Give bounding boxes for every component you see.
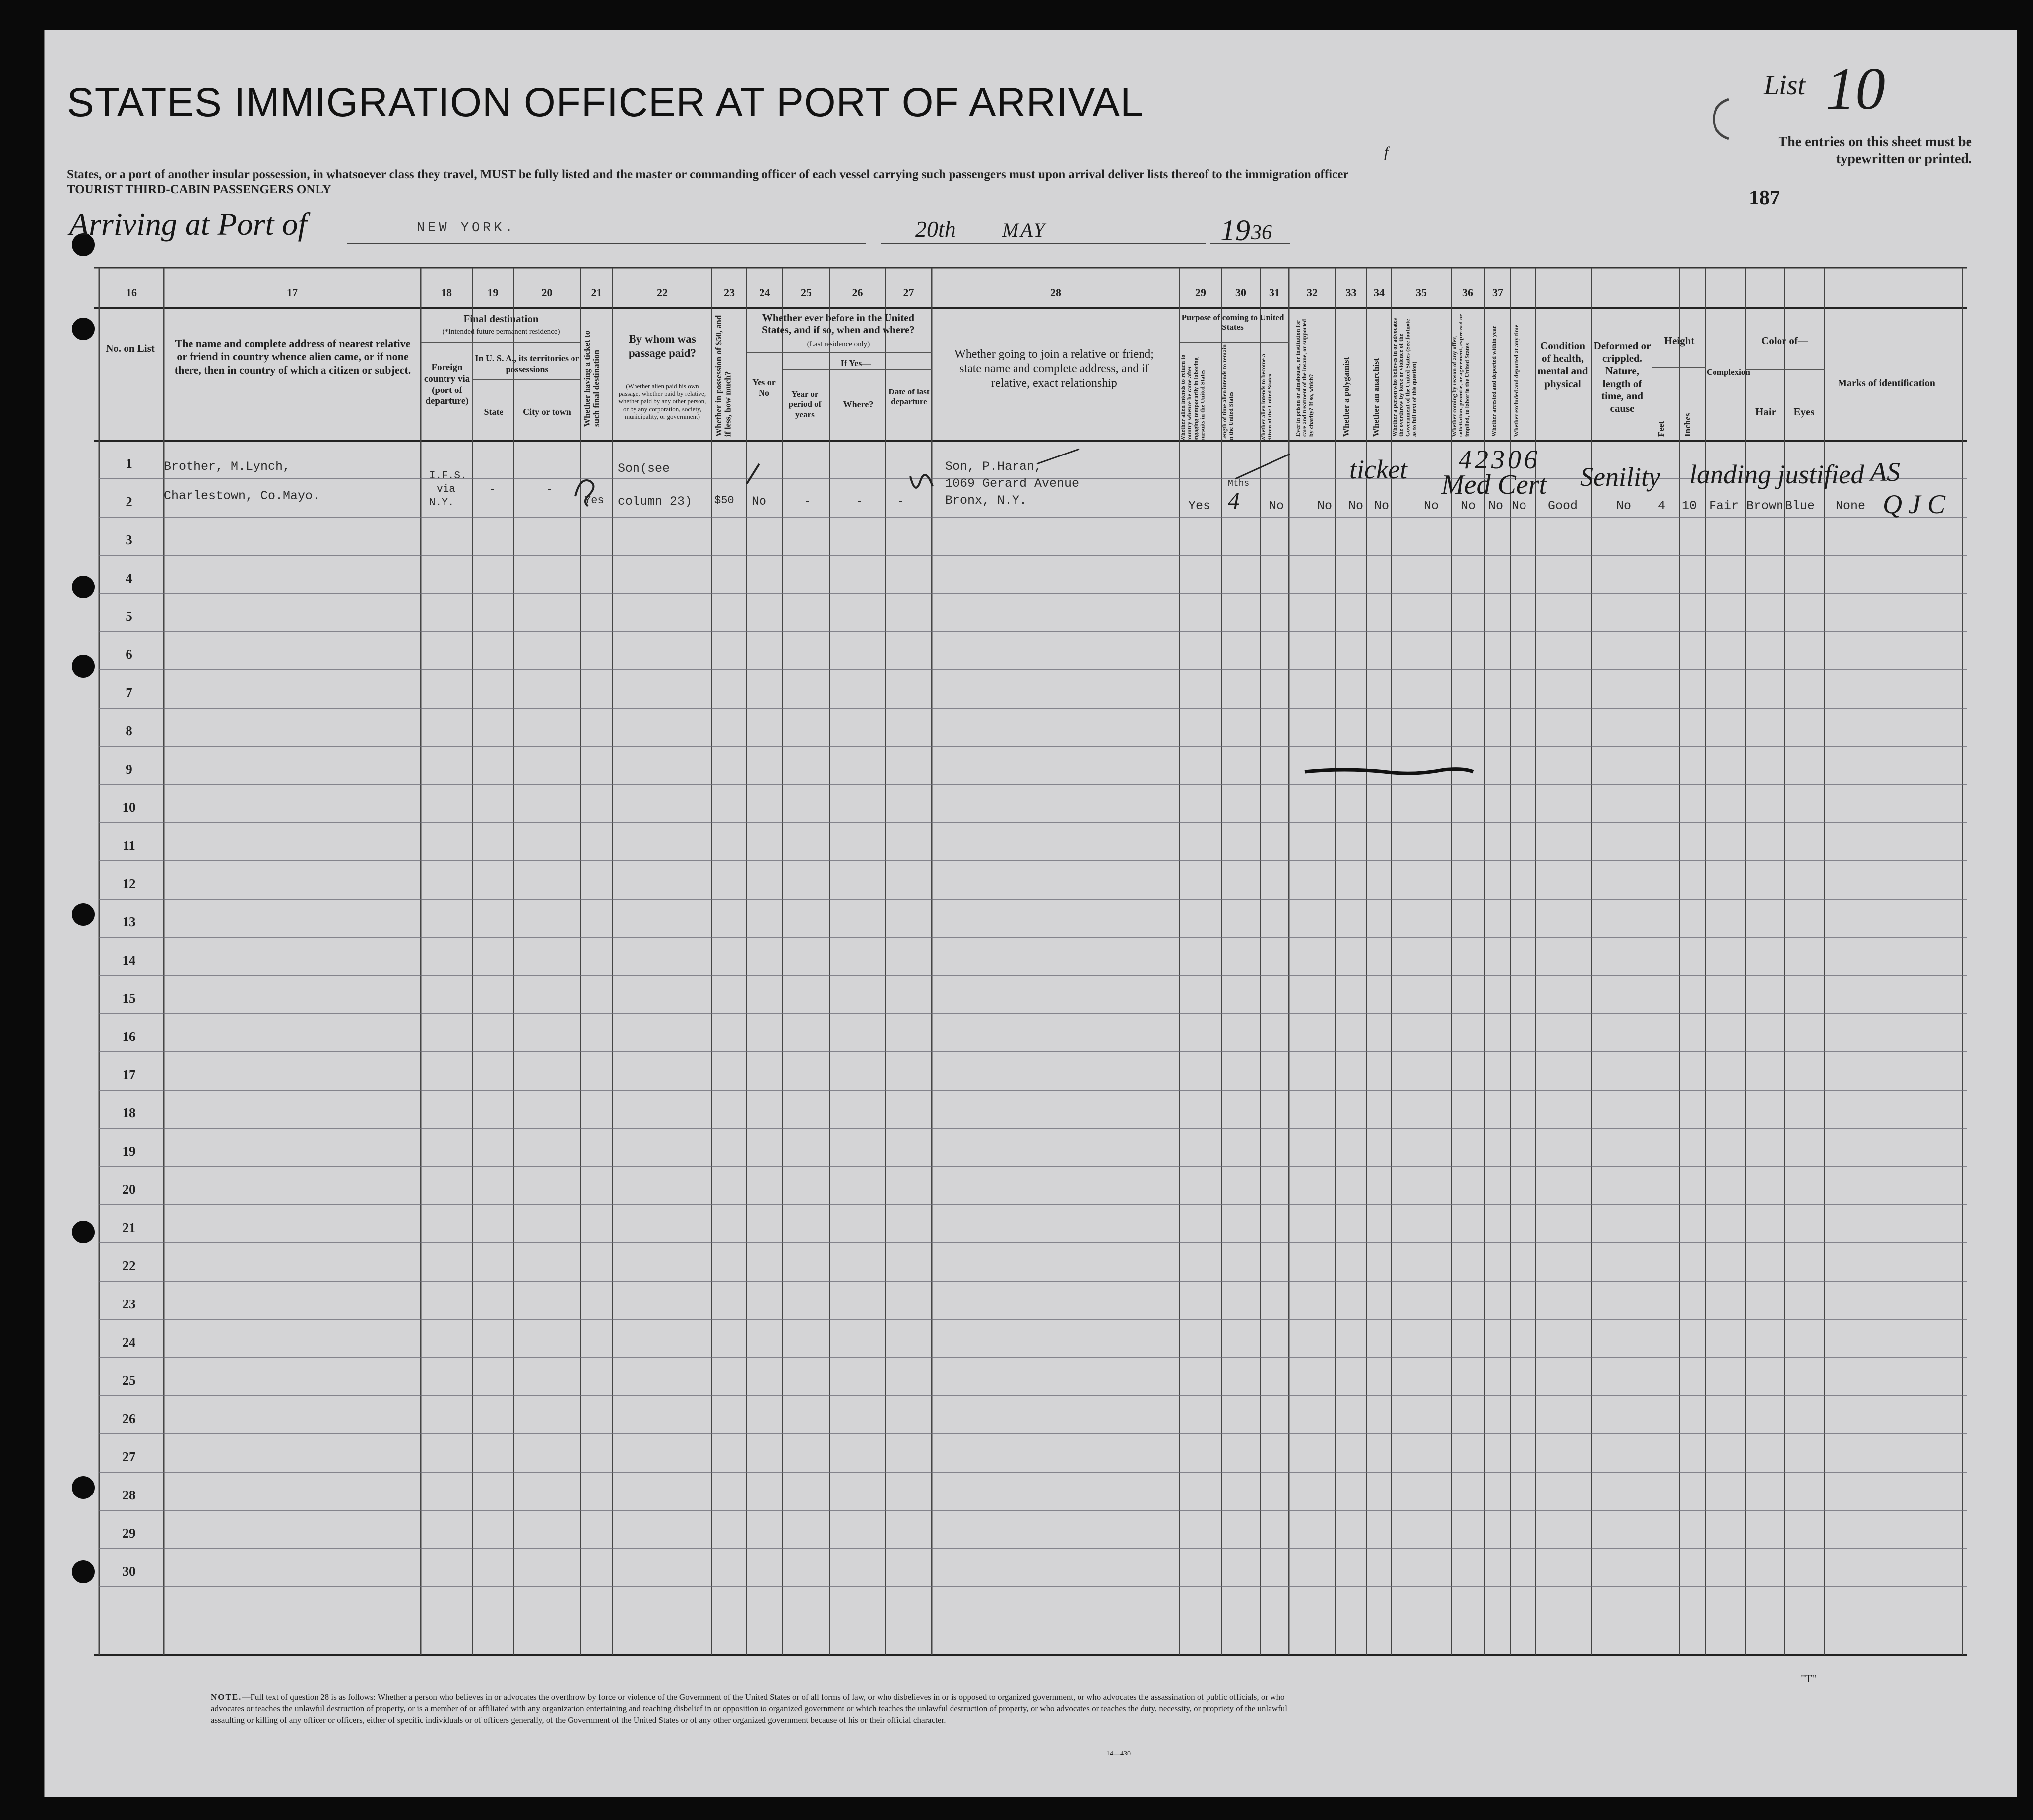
header-feet: Feet bbox=[1656, 421, 1666, 437]
health-value: Good bbox=[1548, 499, 1578, 513]
row-number: 29 bbox=[122, 1526, 136, 1541]
header-nearest-relative: The name and complete address of nearest relative or friend in country whence alien came, or if none there, then in country of which a citizen or subject. bbox=[174, 337, 411, 376]
header-passage-note: (Whether alien paid his own passage, whether paid by relative, whether paid by any other person, or by any corporation, society, municipality, or government) bbox=[618, 382, 706, 421]
stray-mark: f bbox=[1384, 144, 1389, 160]
header-health: Condition of health, mental and physical bbox=[1537, 340, 1588, 390]
column-number: 24 bbox=[759, 286, 770, 299]
passage-line1: Son(see bbox=[618, 461, 670, 476]
header-ever-before-note: (Last residence only) bbox=[807, 340, 870, 348]
anarchist-value: No bbox=[1374, 499, 1390, 513]
row-number: 24 bbox=[122, 1335, 136, 1350]
date-day: 20th bbox=[915, 216, 956, 242]
header-arrested-deported: Whether arrested and deported within year bbox=[1490, 325, 1497, 437]
port-value: NEW YORK. bbox=[417, 221, 516, 236]
foreign-port-value: N.Y. bbox=[429, 497, 454, 509]
hair-value: Brown bbox=[1746, 499, 1784, 513]
city-value: - bbox=[546, 482, 554, 497]
header-city: City or town bbox=[523, 407, 571, 417]
year-suffix: 36 bbox=[1251, 221, 1272, 244]
header-join-relative: Whether going to join a relative or friend; state name and complete address, and if relative, exact relationship bbox=[954, 348, 1154, 390]
header-excluded-deported: Whether excluded and deported at any time bbox=[1513, 325, 1520, 437]
sheet-reference: 187 bbox=[1749, 187, 1780, 209]
excluded-value: No bbox=[1512, 499, 1527, 513]
row-number: 25 bbox=[122, 1373, 136, 1388]
row-number: 20 bbox=[122, 1182, 136, 1197]
list-number: 10 bbox=[1826, 56, 1885, 122]
header-marks: Marks of identification bbox=[1838, 378, 1935, 389]
row-number: 12 bbox=[122, 876, 136, 891]
header-year-period: Year or period of years bbox=[788, 390, 822, 419]
header-fifty-dollars: Whether in possession of $50, and if less, how much? bbox=[714, 315, 733, 437]
prison-value: No bbox=[1317, 499, 1333, 513]
column-number: 34 bbox=[1374, 286, 1385, 299]
handwritten-ticket: ticket bbox=[1349, 455, 1407, 484]
row-number: 19 bbox=[122, 1144, 136, 1159]
column-number: 31 bbox=[1269, 286, 1280, 299]
column-number: 27 bbox=[903, 286, 914, 299]
header-polygamist: Whether a polygamist bbox=[1341, 357, 1351, 437]
column-number: 23 bbox=[724, 286, 735, 299]
ticket-value: Yes bbox=[584, 494, 604, 507]
header-passage-paid: By whom was passage paid? bbox=[628, 333, 697, 359]
ever-before-value: No bbox=[752, 494, 767, 509]
footnote bbox=[211, 1692, 1287, 1726]
marks-value: None bbox=[1836, 499, 1866, 513]
row-number: 21 bbox=[122, 1220, 136, 1235]
row-number: 3 bbox=[126, 532, 132, 547]
handwritten-landing: landing justified bbox=[1689, 459, 1864, 489]
column-number: 37 bbox=[1492, 286, 1503, 299]
row-number: 26 bbox=[122, 1411, 136, 1426]
handwritten-senility: Senility bbox=[1580, 462, 1660, 492]
date-value: - bbox=[897, 494, 905, 509]
header-complexion: Complexion bbox=[1707, 367, 1750, 377]
header-final-destination: Final destination bbox=[463, 313, 539, 325]
form-intro-line: States, or a port of another insular possession, in whatsoever class they travel, MUST be fully listed and the master or commanding officer of each vessel carrying such passengers must upon arrival deliver lists thereof to the immigration officer bbox=[67, 168, 1349, 181]
header-eyes: Eyes bbox=[1793, 406, 1815, 418]
handwritten-initials-2: Q J C bbox=[1883, 489, 1945, 519]
handwritten-med-cert: Med Cert bbox=[1441, 469, 1547, 500]
year-value: - bbox=[804, 494, 812, 509]
header-where: Where? bbox=[843, 399, 874, 409]
polygamist-value: No bbox=[1348, 499, 1364, 513]
header-overthrow: Whether a person who believes in or advocates the overthrow by force or violence of the Government of the United States (See footnote as to full text of this question) bbox=[1391, 318, 1418, 437]
typewritten-instruction: The entries on this sheet must be typewritten or printed. bbox=[1778, 134, 1972, 167]
foreign-via-value: via bbox=[437, 484, 455, 495]
passage-line2: column 23) bbox=[618, 494, 693, 509]
header-in-usa: In U. S. A., its territories or possessions bbox=[475, 353, 579, 374]
header-purpose: Purpose of coming to United States bbox=[1181, 313, 1284, 332]
offer-labor-value: No bbox=[1461, 499, 1476, 513]
handwritten-initials: AS bbox=[1870, 457, 1900, 487]
column-number: 32 bbox=[1307, 286, 1318, 299]
page-mark: "T" bbox=[1801, 1672, 1817, 1685]
citizen-value: No bbox=[1269, 499, 1284, 513]
header-final-destination-note: (*Intended future permanent residence) bbox=[442, 328, 560, 336]
header-ever-before: Whether ever before in the United States, and if so, when and where? bbox=[762, 312, 915, 336]
row-number: 30 bbox=[122, 1564, 136, 1579]
length-value: 4 bbox=[1228, 488, 1240, 514]
header-list-number: No. on List bbox=[106, 342, 155, 354]
row-number: 15 bbox=[122, 991, 136, 1006]
joining-street: 1069 Gerard Avenue bbox=[945, 476, 1080, 491]
row-number: 28 bbox=[122, 1488, 136, 1502]
header-ticket: Whether having a ticket to such final destination bbox=[582, 330, 601, 427]
column-number: 17 bbox=[287, 286, 298, 299]
header-if-yes: If Yes— bbox=[840, 358, 871, 368]
header-deformed: Deformed or crippled. Nature, length of time, and cause bbox=[1593, 340, 1651, 414]
column-number: 26 bbox=[852, 286, 863, 299]
arriving-label: Arriving at Port of bbox=[69, 206, 307, 242]
row-number: 22 bbox=[122, 1258, 136, 1273]
row-number: 6 bbox=[126, 647, 132, 662]
column-number: 22 bbox=[657, 286, 668, 299]
column-number: 25 bbox=[801, 286, 812, 299]
header-yes-or-no: Yes or No bbox=[752, 377, 776, 398]
footnote-text: —Full text of question 28 is as follows: Whether a person who believes in or advocates the overthrow by force or violence of the Government of the United States or of all forms of law, or who disbelieves in or is opposed to organized government, or who advocates the assassination of public officials, or who advocates or teaches the unlawful destruction of property, or is a member of or affiliated with any organization entertaining and teaching disbelief in or opposition to organized government or which teaches the unlawful destruction of property, or who advocates or teaches the duty, necessity, or propriety of the unlawful assaulting or killing of any officer or officers, either of specific individuals or of officers generally, of the Government of the United States or of any other organized government because of his or their official character. bbox=[211, 1692, 1287, 1725]
column-number: 29 bbox=[1195, 286, 1206, 299]
row-number: 14 bbox=[122, 953, 136, 968]
joining-name: Son, P.Haran, bbox=[945, 459, 1042, 474]
row-number: 27 bbox=[122, 1449, 136, 1464]
column-number: 19 bbox=[487, 286, 499, 299]
row-number: 5 bbox=[126, 609, 132, 624]
feet-value: 4 bbox=[1658, 499, 1666, 513]
form-title: STATES IMMIGRATION OFFICER AT PORT OF ARRIVAL bbox=[67, 80, 1144, 125]
row-number: 18 bbox=[122, 1105, 136, 1120]
header-state: State bbox=[484, 407, 504, 417]
row-number: 4 bbox=[126, 571, 132, 585]
relative-name: Brother, M.Lynch, bbox=[164, 459, 291, 474]
foreign-country-value: I.F.S. bbox=[429, 470, 467, 482]
eyes-value: Blue bbox=[1785, 499, 1815, 513]
column-number: 30 bbox=[1235, 286, 1246, 299]
header-offer-labor: Whether coming by reason of any offer, solicitation, promise, or agreement, expressed or implied, to labor in the United States bbox=[1451, 314, 1471, 437]
header-color: Color of— bbox=[1761, 335, 1808, 347]
row-number: 9 bbox=[126, 762, 132, 777]
column-number: 33 bbox=[1345, 286, 1357, 299]
header-height: Height bbox=[1664, 335, 1695, 347]
column-number: 36 bbox=[1462, 286, 1473, 299]
arrested-value: No bbox=[1488, 499, 1504, 513]
length-unit: Mths bbox=[1228, 479, 1250, 489]
form-code: 14—430 bbox=[1106, 1750, 1131, 1757]
inches-value: 10 bbox=[1682, 499, 1697, 513]
row-number: 10 bbox=[122, 800, 136, 815]
handwritten-number: 42306 bbox=[1459, 445, 1540, 474]
form-class-line: TOURIST THIRD-CABIN PASSENGERS ONLY bbox=[67, 183, 331, 196]
column-number: 16 bbox=[126, 286, 137, 299]
year-prefix: 19 bbox=[1220, 214, 1250, 247]
row-number: 7 bbox=[126, 685, 132, 700]
row-number: 11 bbox=[123, 838, 135, 853]
deformed-value: No bbox=[1616, 499, 1632, 513]
footnote-title: NOTE. bbox=[211, 1692, 242, 1702]
header-prison-almshouse: Ever in prison or almshouse, or institution for care and treatment of the insane, or supported by charity? If so, which? bbox=[1294, 319, 1315, 437]
row-number: 23 bbox=[122, 1297, 136, 1311]
header-become-citizen: Whether alien intends to become a citizen of the United States bbox=[1260, 354, 1273, 442]
return-intent-value: Yes bbox=[1188, 499, 1211, 513]
header-date-departure: Date of last departure bbox=[889, 387, 930, 407]
column-number: 21 bbox=[591, 286, 602, 299]
complexion-value: Fair bbox=[1709, 499, 1739, 513]
column-number: 18 bbox=[441, 286, 452, 299]
header-intends-return: Whether alien intends to return to country whence he came after engaging temporarily in laboring pursuits in the United States bbox=[1179, 354, 1206, 442]
header-inches: Inches bbox=[1683, 413, 1692, 437]
list-label: List bbox=[1764, 70, 1806, 101]
row-number: 2 bbox=[126, 494, 132, 509]
row-number: 8 bbox=[126, 723, 132, 738]
row-number: 17 bbox=[122, 1067, 136, 1082]
state-value: - bbox=[489, 482, 497, 497]
header-length-of-stay: Length of time alien intends to remain in the United States bbox=[1221, 344, 1235, 442]
row-number: 1 bbox=[126, 456, 132, 471]
row-number: 16 bbox=[122, 1029, 136, 1044]
where-value: - bbox=[856, 494, 864, 509]
date-month: MAY bbox=[1002, 219, 1047, 241]
overthrow-value: No bbox=[1424, 499, 1439, 513]
header-hair: Hair bbox=[1755, 406, 1776, 418]
row-number: 13 bbox=[122, 914, 136, 929]
header-anarchist: Whether an anarchist bbox=[1371, 358, 1381, 437]
money-value: $50 bbox=[714, 494, 734, 507]
joining-city: Bronx, N.Y. bbox=[945, 493, 1027, 508]
column-number: 35 bbox=[1416, 286, 1427, 299]
header-foreign-country: Foreign country via (port of departure) bbox=[424, 362, 470, 407]
column-number: 28 bbox=[1050, 286, 1061, 299]
column-number: 20 bbox=[541, 286, 553, 299]
relative-address: Charlestown, Co.Mayo. bbox=[164, 489, 320, 503]
